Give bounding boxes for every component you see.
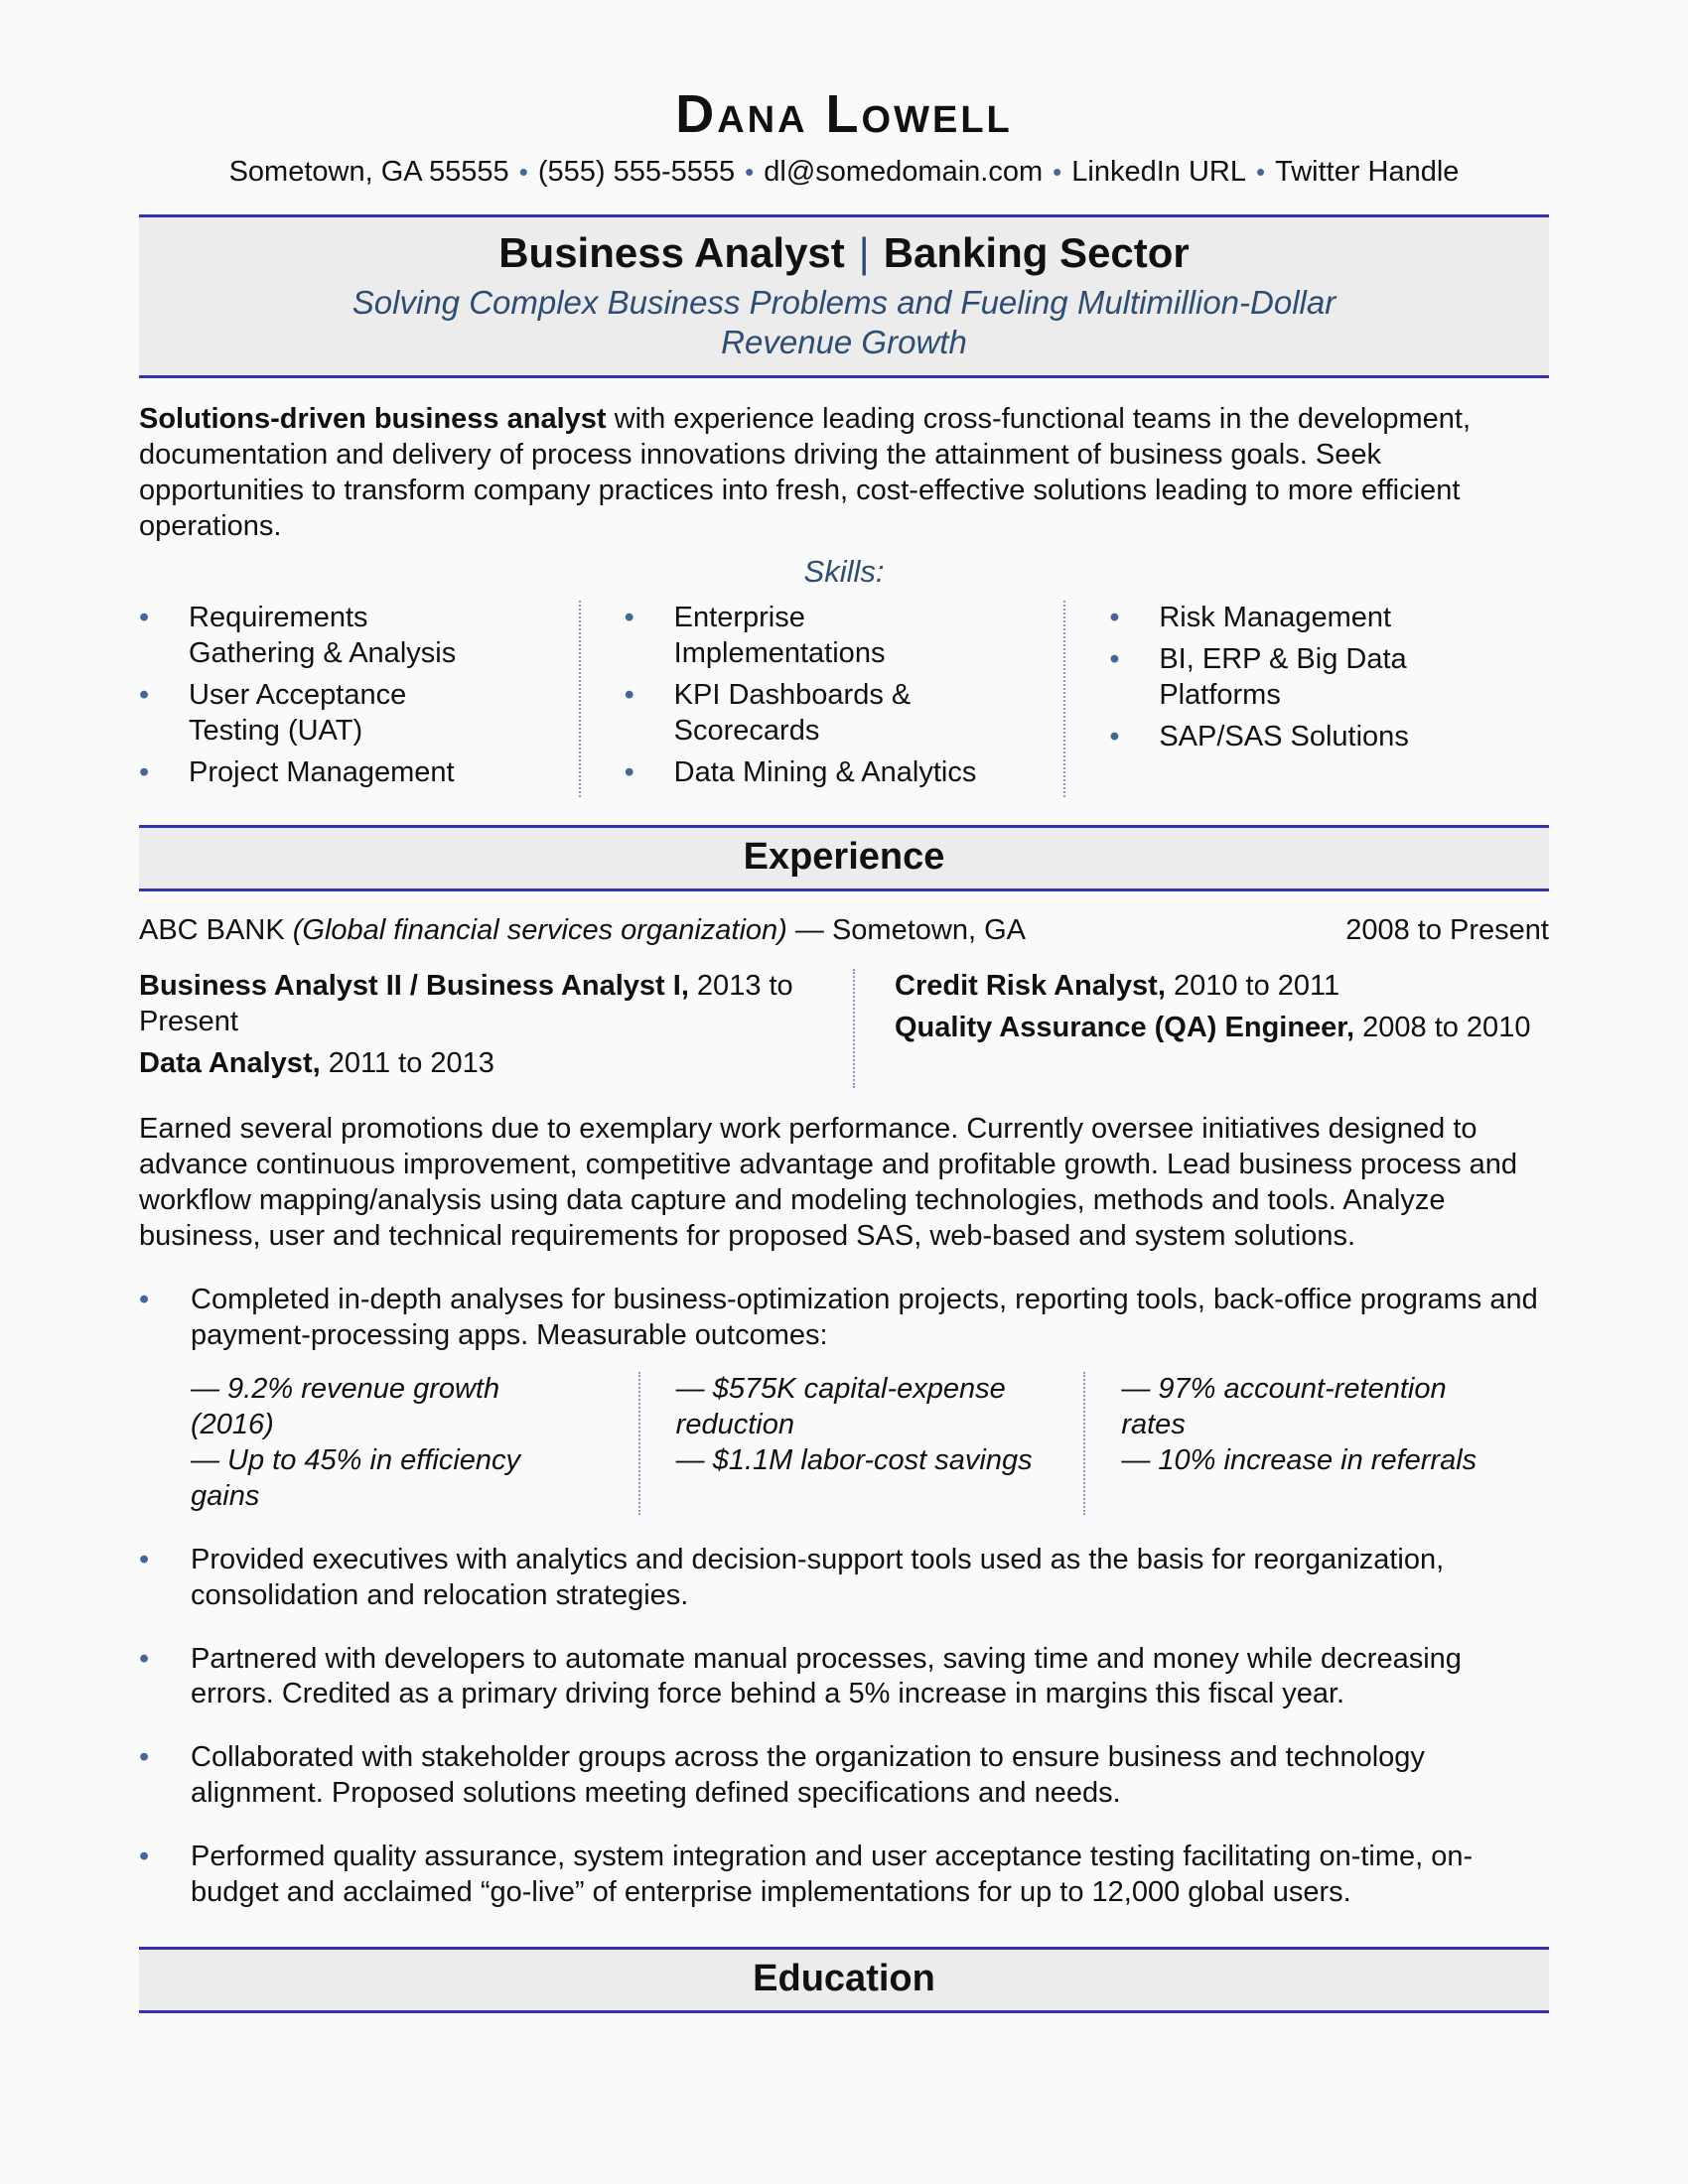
skill-label: KPI Dashboards & Scorecards: [673, 679, 912, 748]
dot-separator-icon: •: [1255, 157, 1266, 188]
dot-separator-icon: •: [1053, 157, 1062, 188]
dot-separator-icon: •: [745, 157, 755, 188]
bullet-icon: •: [139, 679, 150, 712]
dot-separator-icon: •: [518, 157, 528, 188]
education-section-header: [139, 1947, 1549, 2013]
role-title: Business Analyst II / Business Analyst I,: [139, 970, 689, 1003]
contact-location: Sometown, GA 55555: [228, 156, 509, 189]
list-item: [139, 601, 579, 672]
contact-phone: (555) 555-5555: [537, 156, 736, 189]
outcomes-column-3: [1083, 1372, 1549, 1515]
bullet-icon: •: [139, 1543, 150, 1575]
role-dates: 2010 to 2011: [1165, 970, 1340, 1003]
summary-lead: Solutions-driven business analyst: [139, 403, 607, 436]
bullet-icon: •: [1109, 643, 1120, 676]
outcome-item: — Up to 45% in efficiency gains: [191, 1443, 521, 1512]
bullet-text: Partnered with developers to automate manual processes, saving time and money while decreasing errors. Credited as a primary driving force behind a 5% increase in margins this fiscal year.: [191, 1642, 1462, 1710]
skills-columns: [139, 601, 1549, 797]
candidate-name: Dana Lowell: [675, 84, 1013, 144]
title-banner: [139, 214, 1549, 378]
list-item: [139, 755, 579, 791]
tagline: Solving Complex Business Problems and Fueling Multimillion-Dollar Revenue Growth: [352, 283, 1336, 360]
outcome-item: — 97% account-retention rates: [1121, 1372, 1447, 1440]
bullet-icon: •: [139, 602, 150, 634]
summary-paragraph: [139, 402, 1549, 545]
skills-column-1: [139, 601, 579, 797]
list-item: [139, 1283, 1549, 1354]
list-item: [625, 601, 1064, 672]
outcomes-columns: [191, 1372, 1549, 1515]
skill-label: User Acceptance Testing (UAT): [189, 679, 407, 748]
list-item: [1109, 720, 1549, 755]
bullet-icon: •: [139, 1642, 150, 1675]
section-title: Experience: [743, 836, 945, 879]
skill-label: Enterprise Implementations: [673, 602, 886, 670]
experience-section-header: [139, 825, 1549, 891]
role-dates: 2008 to 2010: [1354, 1012, 1531, 1044]
bullet-icon: •: [624, 756, 634, 789]
experience-paragraph: Earned several promotions due to exemplary work performance. Currently oversee initiatives designed to advance continuous improvement, competitive advantage and profitable growth. Lead business process and workflow mapping/analysis using data capture and modeling technologies, methods and tools. Analyze business, user and technical requirements for proposed SAS, web-based and system solutions.: [139, 1113, 1518, 1252]
bullet-icon: •: [624, 679, 634, 712]
bullet-icon: •: [139, 1283, 150, 1315]
bullet-text: Collaborated with stakeholder groups across the organization to ensure business and technology alignment. Proposed solutions meeting defined specifications and needs.: [191, 1741, 1425, 1810]
bullet-icon: •: [624, 602, 634, 634]
roles-column-left: [139, 969, 853, 1088]
job-title-left: Business Analyst: [498, 228, 845, 276]
skills-heading: Skills:: [803, 553, 885, 589]
employer-location: Sometown, GA: [831, 914, 1026, 947]
role-dates: 2013 to Present: [139, 970, 793, 1038]
skill-label: SAP/SAS Solutions: [1159, 721, 1409, 753]
skill-label: BI, ERP & Big Data Platforms: [1159, 643, 1407, 712]
list-item: [625, 755, 1064, 791]
bullet-icon: •: [139, 756, 150, 789]
job-title-right: Banking Sector: [883, 228, 1190, 276]
role-entry: [895, 1011, 1549, 1046]
section-title: Education: [753, 1958, 935, 2000]
role-title: Quality Assurance (QA) Engineer,: [895, 1012, 1355, 1044]
skills-column-2: [579, 601, 1064, 797]
contact-linkedin: LinkedIn URL: [1071, 156, 1246, 189]
list-item: [139, 1740, 1549, 1812]
role-title: Data Analyst,: [139, 1047, 321, 1080]
bullet-icon: •: [139, 1841, 150, 1873]
role-title: Credit Risk Analyst,: [895, 970, 1166, 1003]
skill-label: Data Mining & Analytics: [673, 756, 977, 789]
skill-label: Risk Management: [1159, 602, 1392, 634]
roles-column-right: [853, 969, 1549, 1088]
role-entry: [139, 969, 793, 1040]
outcome-item: — 10% increase in referrals: [1121, 1443, 1477, 1476]
role-entry: [139, 1046, 793, 1082]
outcome-item: — $1.1M labor-cost savings: [675, 1443, 1033, 1476]
employer-info: [139, 913, 1026, 949]
list-item: [625, 678, 1064, 750]
bullet-text: Completed in-depth analyses for business-optimization projects, reporting tools, back-office programs and payment-processing apps. Measurable outcomes:: [191, 1283, 1538, 1351]
bullet-icon: •: [1109, 721, 1120, 753]
skill-label: Requirements Gathering & Analysis: [189, 602, 457, 670]
outcomes-column-1: [191, 1372, 638, 1515]
summary-rest: with experience leading cross-functional teams in the development, documentation and delivery of process innovations driving the attainment of business goals. Seek opportunities to transform company practices into fresh, cost-effective solutions leading to more efficient operations.: [139, 403, 1472, 542]
bullet-text: Provided executives with analytics and decision-support tools used as the basis for reorganization, consolidation and relocation strategies.: [191, 1543, 1445, 1611]
outcomes-column-2: [638, 1372, 1084, 1515]
bullet-icon: •: [1109, 602, 1120, 634]
list-item: [139, 678, 579, 750]
employer-dates: 2008 to Present: [1345, 914, 1549, 947]
list-item: [139, 1840, 1549, 1911]
list-item: [1109, 642, 1549, 714]
role-entry: [895, 969, 1549, 1005]
job-title-heading: [139, 229, 1549, 277]
role-dates: 2011 to 2013: [320, 1047, 494, 1080]
outcome-item: — 9.2% revenue growth (2016): [191, 1372, 500, 1440]
contact-email: dl@somedomain.com: [764, 156, 1044, 189]
employer-name: ABC BANK: [139, 914, 285, 947]
employer-descriptor: (Global financial services organization): [292, 914, 787, 947]
contact-twitter: Twitter Handle: [1275, 156, 1460, 189]
employer-line: [139, 913, 1549, 949]
skill-label: Project Management: [189, 756, 455, 789]
dash-separator: —: [794, 914, 824, 947]
pipe-separator: |: [858, 228, 870, 276]
outcome-item: — $575K capital-expense reduction: [675, 1372, 1006, 1440]
roles-columns: [139, 969, 1549, 1088]
bullet-icon: •: [139, 1741, 150, 1774]
list-item: [139, 1543, 1549, 1614]
list-item: [139, 1642, 1549, 1713]
bullet-text: Performed quality assurance, system integration and user acceptance testing facilitating on-time, on-budget and acclaimed “go-live” of enterprise implementations for up to 12,000 global users.: [191, 1841, 1474, 1909]
list-item: [1109, 601, 1549, 636]
skills-column-3: [1063, 601, 1549, 797]
contact-line: [218, 154, 1470, 190]
